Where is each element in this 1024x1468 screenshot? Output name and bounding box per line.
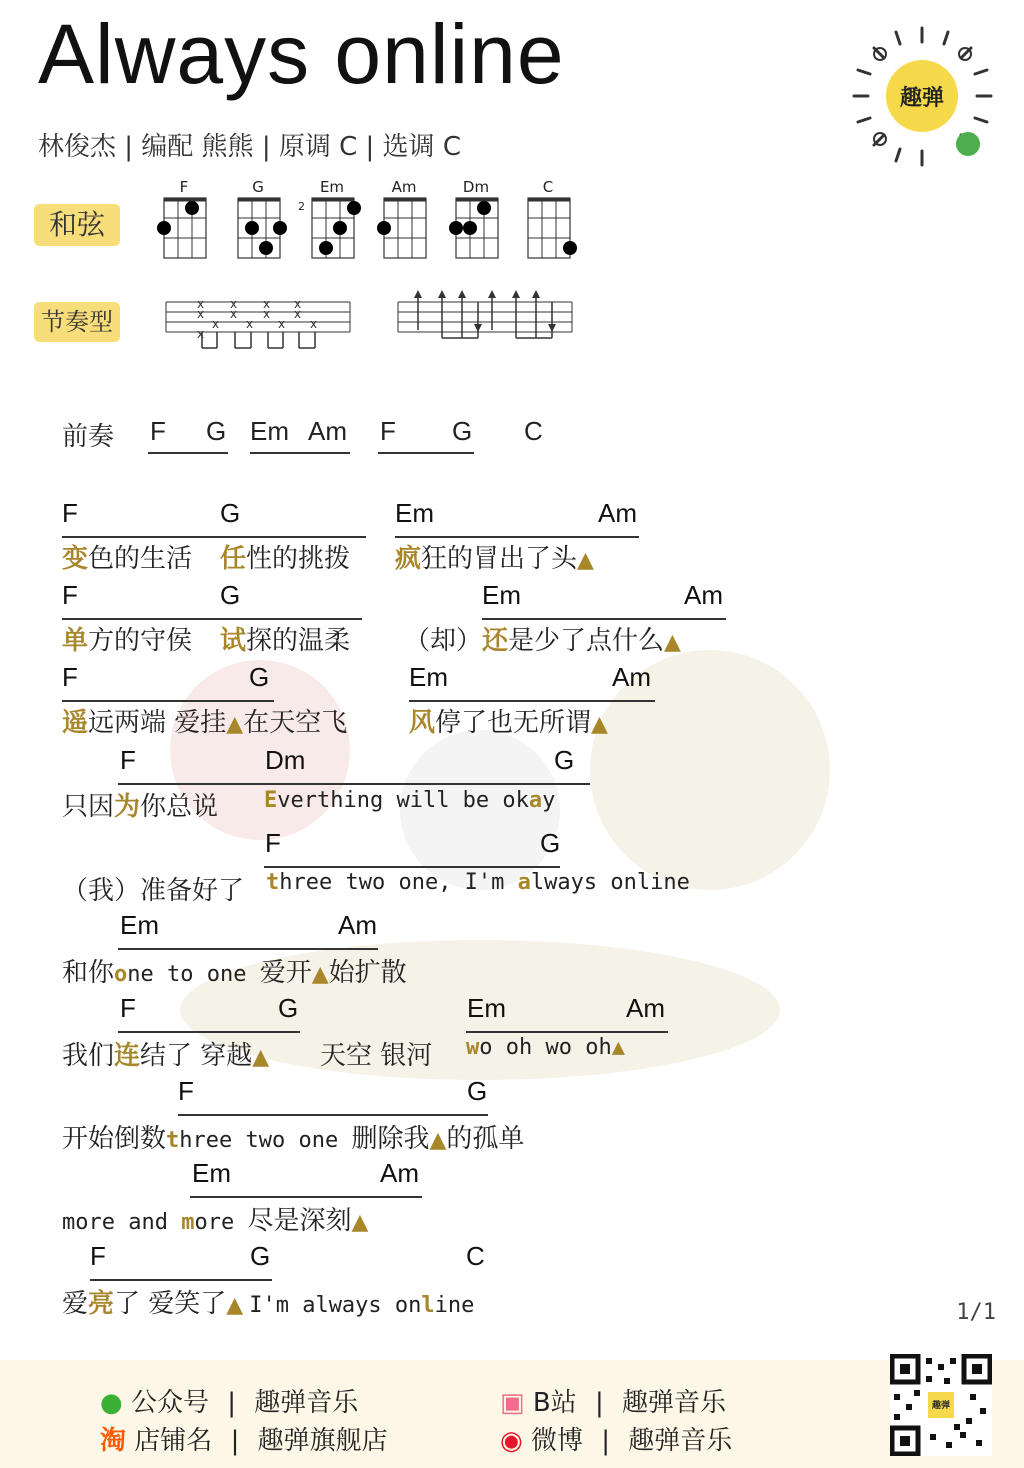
lyric-text: 尽是深刻 — [247, 1206, 352, 1236]
fret-position-marker: 2 — [298, 200, 305, 213]
chord-label: F — [62, 662, 78, 692]
separator: | — [594, 1388, 604, 1418]
lyric-line — [62, 538, 192, 575]
strum-triangle-icon: ▲ — [664, 630, 681, 655]
lyric-text: ine — [434, 1293, 475, 1318]
separator: | — [227, 1388, 236, 1418]
chord-underline — [264, 866, 560, 868]
lyric-text: 狂的冒出了头 — [421, 544, 578, 574]
chord-name: Em — [319, 178, 345, 196]
chord-label: F — [62, 498, 78, 528]
lyric-accent: 连 — [114, 1041, 141, 1071]
shop-row — [100, 1420, 388, 1457]
separator: | — [601, 1426, 610, 1456]
lyric-accent: l — [421, 1293, 435, 1318]
intro-chord: F — [150, 416, 166, 446]
svg-text:x: x — [197, 297, 205, 311]
svg-text:x: x — [294, 297, 302, 311]
page-number: 1/1 — [956, 1300, 996, 1325]
intro-chord: G — [452, 416, 473, 446]
lyric-line — [62, 620, 192, 657]
weibo-label: 微博 — [530, 1426, 583, 1456]
lyric-text: 你总说 — [140, 792, 219, 822]
lyric-text: 删除我 — [351, 1124, 430, 1154]
strum-triangle-icon: ▲ — [591, 712, 608, 737]
lyric-text: （我）准备好了 — [62, 876, 245, 906]
chord-label: G — [554, 745, 575, 775]
lyric-text: 只因 — [62, 792, 115, 822]
lyric-text: 方的守侯 — [88, 626, 193, 656]
rhythm-pattern-notation — [162, 290, 582, 356]
chord-label: G — [220, 498, 241, 528]
chord-label: Am — [612, 662, 651, 692]
chord-label: Em — [120, 910, 159, 940]
chord-label: G — [220, 580, 241, 610]
lyric-text: hree two one — [179, 1128, 352, 1153]
bilibili-row — [500, 1382, 726, 1419]
lyric-text: 爱 — [62, 1289, 89, 1319]
chord-label: Am — [598, 498, 637, 528]
lyric-accent: 任 — [220, 544, 247, 574]
lyric-text: 是少了点什么 — [508, 626, 665, 656]
lyric-line — [264, 788, 555, 813]
lyric-text: y — [542, 788, 556, 813]
lyric-text: 在天空飞 — [243, 708, 348, 738]
chord-underline — [118, 1031, 300, 1033]
lyric-text: 色的生活 — [88, 544, 193, 574]
lyric-accent: m — [181, 1210, 195, 1235]
lyric-text: 爱开 — [259, 958, 312, 988]
lyric-accent: a — [517, 870, 531, 895]
intro-underline — [378, 452, 474, 454]
bilibili-value: 趣弹音乐 — [621, 1388, 726, 1418]
lyric-line — [62, 1200, 368, 1237]
lyric-text: hree two one, I'm — [279, 870, 518, 895]
mini-program-label: 趣弹 — [899, 86, 944, 111]
chord-label: Dm — [265, 745, 306, 775]
song-meta: 林俊杰 | 编配 熊熊 | 原调 C | 选调 C — [38, 132, 461, 162]
lyric-line: 天空 银河 — [320, 1041, 433, 1071]
lyric-accent: o — [114, 962, 128, 987]
svg-text:x: x — [246, 317, 254, 331]
lyric-line — [404, 620, 681, 657]
wechat-label: 公众号 — [130, 1388, 209, 1418]
lyric-text: 了 爱笑了 — [114, 1289, 227, 1319]
mini-program-code — [850, 24, 995, 169]
chord-underline — [178, 1114, 488, 1116]
chord-label: G — [250, 1241, 271, 1271]
lyric-line — [395, 538, 594, 575]
wechat-value: 趣弹音乐 — [254, 1388, 359, 1418]
chord-label: F — [265, 828, 281, 858]
lyric-line — [62, 786, 218, 823]
chord-label: G — [467, 1076, 488, 1106]
lyric-accent: t — [166, 1128, 180, 1153]
svg-text:x: x — [263, 297, 271, 311]
lyric-text: 始扩散 — [328, 958, 407, 988]
lyric-text: 远两端 爱挂 — [88, 708, 227, 738]
chord-name: Dm — [462, 178, 490, 196]
lyric-text: I'm always on — [249, 1293, 422, 1318]
qr-center-label: 趣弹 — [931, 1401, 950, 1411]
bilibili-label: B站 — [532, 1388, 577, 1418]
lyric-line — [62, 1035, 269, 1072]
lyric-text: 的孤单 — [446, 1124, 525, 1154]
lyric-accent: 遥 — [62, 708, 89, 738]
chord-label: G — [249, 662, 270, 692]
weibo-value: 趣弹音乐 — [628, 1426, 733, 1456]
lyric-text: 停了也无所谓 — [435, 708, 592, 738]
lyric-text: 结了 穿越 — [140, 1041, 253, 1071]
intro-chord: C — [524, 416, 543, 446]
strum-triangle-icon: ▲ — [226, 1293, 244, 1318]
chord-label: Am — [684, 580, 723, 610]
wechat-row — [100, 1382, 358, 1419]
chord-label: Em — [467, 993, 506, 1023]
chord-underline — [118, 783, 590, 785]
intro-chord: Am — [308, 416, 347, 446]
chord-label: F — [120, 745, 136, 775]
intro-chord: G — [206, 416, 227, 446]
chord-underline — [466, 1031, 668, 1033]
weibo-row — [500, 1420, 732, 1457]
svg-text:x: x — [230, 297, 238, 311]
intro-underline — [148, 452, 228, 454]
chord-label: G — [540, 828, 561, 858]
footer — [0, 1360, 1024, 1468]
lyric-line — [220, 620, 350, 657]
lyric-text: 开始倒数 — [62, 1124, 167, 1154]
lyric-text: lways online — [530, 870, 690, 895]
chord-fingering-grids — [150, 196, 590, 266]
lyric-line — [62, 1283, 474, 1320]
svg-text:x: x — [230, 307, 238, 321]
lyric-line — [62, 702, 347, 739]
chord-diagrams — [150, 178, 590, 268]
chord-label: F — [120, 993, 136, 1023]
intro-chord: F — [380, 416, 396, 446]
shop-value: 趣弹旗舰店 — [257, 1426, 388, 1456]
intro-chord: Em — [250, 416, 289, 446]
chord-label: F — [178, 1076, 194, 1106]
lyric-line — [466, 1035, 625, 1060]
qr-code — [890, 1354, 992, 1456]
lyric-text: 和你 — [62, 958, 115, 988]
chord-label: G — [278, 993, 299, 1023]
intro-label: 前奏 — [62, 422, 115, 452]
lyric-accent: 亮 — [88, 1289, 115, 1319]
strum-triangle-icon: ▲ — [577, 548, 594, 573]
chord-label: F — [62, 580, 78, 610]
lyric-text: ore — [194, 1210, 248, 1235]
svg-text:x: x — [294, 307, 302, 321]
lyric-accent: 试 — [220, 626, 247, 656]
chord-label: Em — [192, 1158, 231, 1188]
lyric-accent: 还 — [482, 626, 509, 656]
strum-triangle-icon: ▲ — [252, 1045, 270, 1070]
chord-underline — [190, 1196, 422, 1198]
lyric-accent: a — [528, 788, 543, 813]
lyric-accent: 疯 — [395, 544, 422, 574]
weibo-icon: ◉ — [500, 1426, 523, 1456]
lyric-text: 性的挑拨 — [246, 544, 351, 574]
lyric-text: 我们 — [62, 1041, 115, 1071]
lyric-accent: 变 — [62, 544, 89, 574]
song-title: Always online — [38, 7, 565, 101]
lyric-text: o oh wo oh — [479, 1035, 612, 1060]
chord-underline — [90, 1279, 272, 1281]
chord-underline — [118, 948, 378, 950]
svg-text:x: x — [197, 307, 205, 321]
shop-label: 店铺名 — [134, 1426, 213, 1456]
strum-triangle-icon: ▲ — [226, 712, 244, 737]
strum-triangle-icon: ▲ — [611, 1035, 625, 1060]
wechat-icon: ● — [100, 1388, 123, 1418]
lyric-accent: w — [466, 1035, 480, 1060]
lyric-text: 探的温柔 — [246, 626, 351, 656]
lyric-line — [62, 952, 407, 989]
chord-label: Am — [626, 993, 665, 1023]
lyric-accent: 风 — [409, 708, 436, 738]
chord-label: Em — [482, 580, 521, 610]
chords-label: 和弦 — [34, 204, 120, 246]
chord-label: F — [90, 1241, 106, 1271]
chord-name: G — [252, 178, 264, 196]
lyric-text: verthing will be ok — [277, 788, 529, 813]
rhythm-label: 节奏型 — [34, 302, 120, 342]
separator: | — [230, 1426, 240, 1456]
lyric-line — [220, 538, 350, 575]
lyric-text: ne to one — [127, 962, 260, 987]
lyric-text: （却） — [404, 626, 483, 656]
lyric-accent: 为 — [114, 792, 141, 822]
chord-name: F — [179, 178, 189, 196]
chord-label: Am — [380, 1158, 419, 1188]
svg-text:x: x — [212, 317, 220, 331]
chord-name: Am — [391, 178, 417, 196]
chord-label: C — [466, 1241, 485, 1271]
lyric-text: more and — [62, 1210, 182, 1235]
lyric-line — [62, 870, 244, 907]
lyric-accent: t — [266, 870, 280, 895]
lyric-line — [409, 702, 608, 739]
lyric-accent: E — [264, 788, 278, 813]
strum-triangle-icon: ▲ — [311, 962, 329, 987]
strum-triangle-icon: ▲ — [429, 1128, 447, 1153]
chord-label: Am — [338, 910, 377, 940]
chord-name: C — [542, 178, 554, 196]
bilibili-icon: ▣ — [500, 1388, 525, 1418]
taobao-icon: 淘 — [100, 1426, 127, 1456]
chord-label: Em — [395, 498, 434, 528]
chord-label: Em — [409, 662, 448, 692]
svg-text:x: x — [278, 317, 286, 331]
lyric-line — [266, 870, 690, 895]
svg-text:x: x — [310, 317, 318, 331]
svg-text:x: x — [197, 327, 205, 341]
svg-text:x: x — [263, 307, 271, 321]
lyric-accent: 单 — [62, 626, 89, 656]
strum-triangle-icon: ▲ — [351, 1210, 369, 1235]
intro-underline — [250, 452, 350, 454]
lyric-line — [62, 1118, 524, 1155]
